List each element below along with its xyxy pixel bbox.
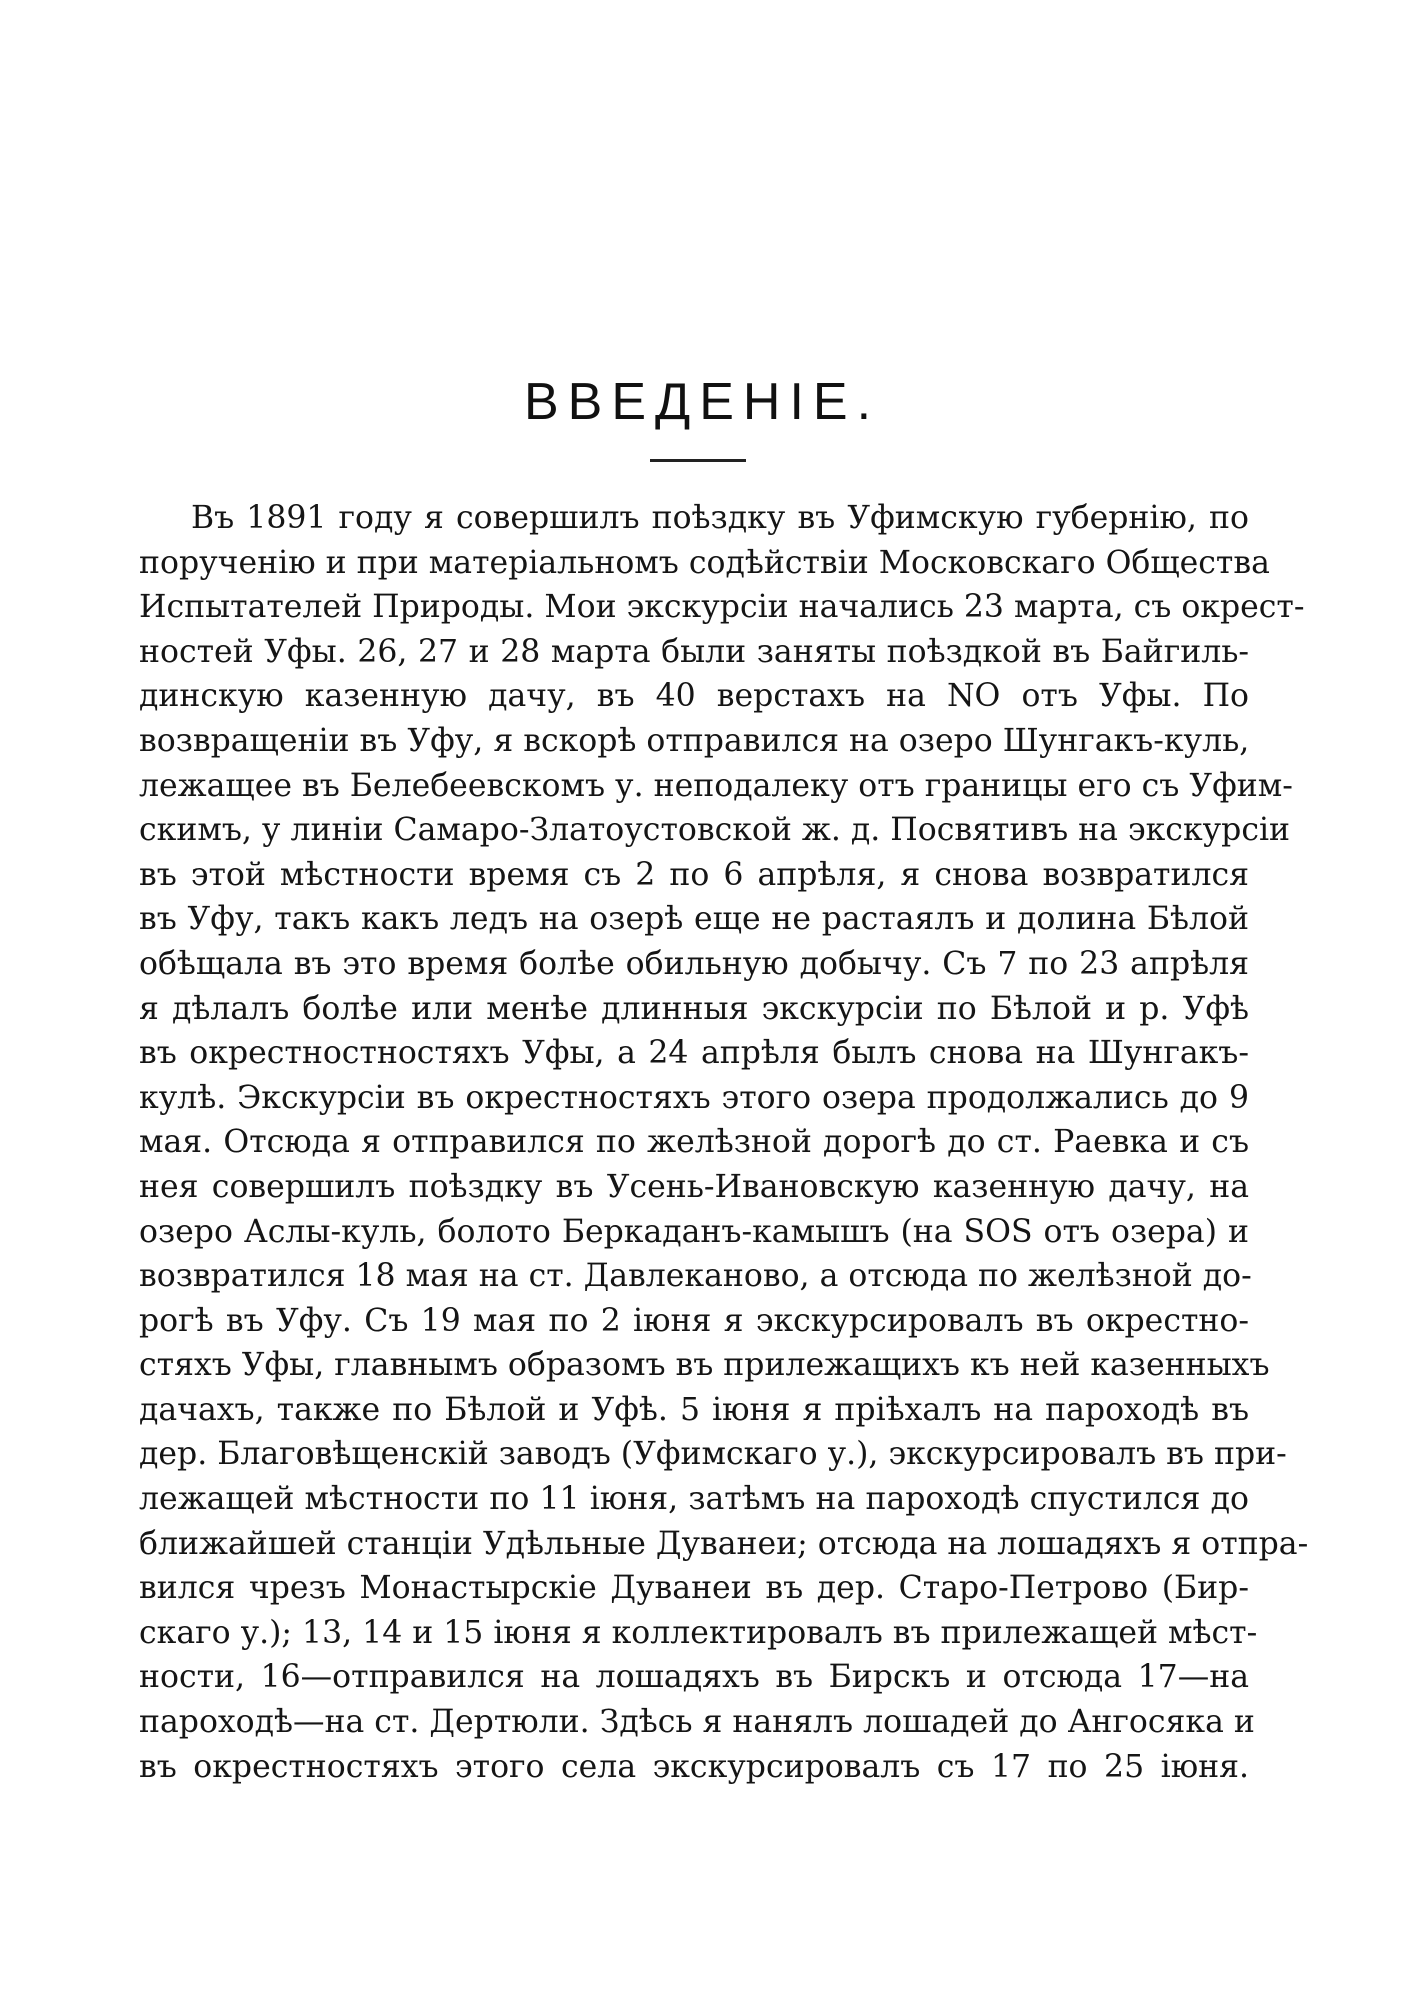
text-line: лежащей мѣстности по 11 іюня, затѣмъ на пароходѣ спустился до <box>139 1481 1249 1518</box>
text-line: лежащее въ Белебеевскомъ у. неподалеку отъ границы его съ Уфим- <box>139 767 1293 804</box>
text-line: рогѣ въ Уфу. Съ 19 мая по 2 іюня я экскурсировалъ въ окрестно- <box>139 1302 1249 1339</box>
text-line: въ этой мѣстности время съ 2 по 6 апрѣля, я снова возвратился <box>139 856 1249 893</box>
text-line: вился чрезъ Монастырскіе Дуванеи въ дер. Старо-Петрово (Бир- <box>139 1570 1249 1607</box>
text-line: дачахъ, также по Бѣлой и Уфѣ. 5 іюня я пріѣхалъ на пароходѣ въ <box>139 1391 1249 1428</box>
text-line: кулѣ. Экскурсіи въ окрестностяхъ этого озера продолжались до 9 <box>139 1079 1249 1116</box>
chapter-title: ВВЕДЕНІЕ. <box>523 373 881 431</box>
text-line: обѣщала въ это время болѣе обильную добычу. Съ 7 по 23 апрѣля <box>139 945 1249 982</box>
text-line: нея совершилъ поѣздку въ Усень-Ивановскую казенную дачу, на <box>139 1168 1249 1205</box>
text-line: порученію и при матеріальномъ содѣйствіи Московскаго Общества <box>139 544 1270 581</box>
text-line: я дѣлалъ болѣе или менѣе длинныя экскурсіи по Бѣлой и р. Уфѣ <box>139 990 1249 1027</box>
text-line: скаго у.); 13, 14 и 15 іюня я коллектировалъ въ прилежащей мѣст- <box>139 1614 1258 1651</box>
text-line: пароходѣ—на ст. Дертюли. Здѣсь я нанялъ лошадей до Ангосяка и <box>139 1704 1255 1741</box>
text-line: Въ 1891 году я совершилъ поѣздку въ Уфимскую губернію, по <box>191 500 1249 536</box>
text-line: ности, 16—отправился на лошадяхъ въ Бирскъ и отсюда 17—на <box>139 1659 1249 1696</box>
text-line: ностей Уфы. 26, 27 и 28 марта были заняты поѣздкой въ Байгиль- <box>139 633 1249 670</box>
text-line: возвращеніи въ Уфу, я вскорѣ отправился на озеро Шунгакъ-куль, <box>139 722 1250 759</box>
text-line: дер. Благовѣщенскій заводъ (Уфимскаго у.), экскурсировалъ въ при- <box>139 1436 1287 1473</box>
text-line: озеро Аслы-куль, болото Беркаданъ-камышъ (на SOS отъ озера) и <box>139 1213 1249 1250</box>
text-line: ближайшей станціи Удѣльные Дуванеи; отсюда на лошадяхъ я отпра- <box>139 1525 1309 1562</box>
text-line: возвратился 18 мая на ст. Давлеканово, а отсюда по желѣзной до- <box>139 1258 1252 1295</box>
text-line: въ Уфу, такъ какъ ледъ на озерѣ еще не растаялъ и долина Бѣлой <box>139 901 1249 938</box>
title-rule <box>650 459 746 462</box>
text-line: въ окрестностяхъ этого села экскурсировалъ съ 17 по 25 іюня. <box>139 1748 1249 1785</box>
text-line: мая. Отсюда я отправился по желѣзной дорогѣ до ст. Раевка и съ <box>139 1124 1249 1161</box>
text-line: скимъ, у линіи Самаро-Златоустовской ж. д. Посвятивъ на экскурсіи <box>139 812 1291 849</box>
text-line: Испытателей Природы. Мои экскурсіи начались 23 марта, съ окрест- <box>139 589 1305 626</box>
body-paragraph <box>139 496 1309 1789</box>
text-line: стяхъ Уфы, главнымъ образомъ въ прилежащихъ къ ней казенныхъ <box>139 1347 1270 1384</box>
text-line: въ окрестностностяхъ Уфы, а 24 апрѣля былъ снова на Шунгакъ- <box>139 1035 1249 1072</box>
text-line: динскую казенную дачу, въ 40 верстахъ на NO отъ Уфы. По <box>139 678 1249 715</box>
